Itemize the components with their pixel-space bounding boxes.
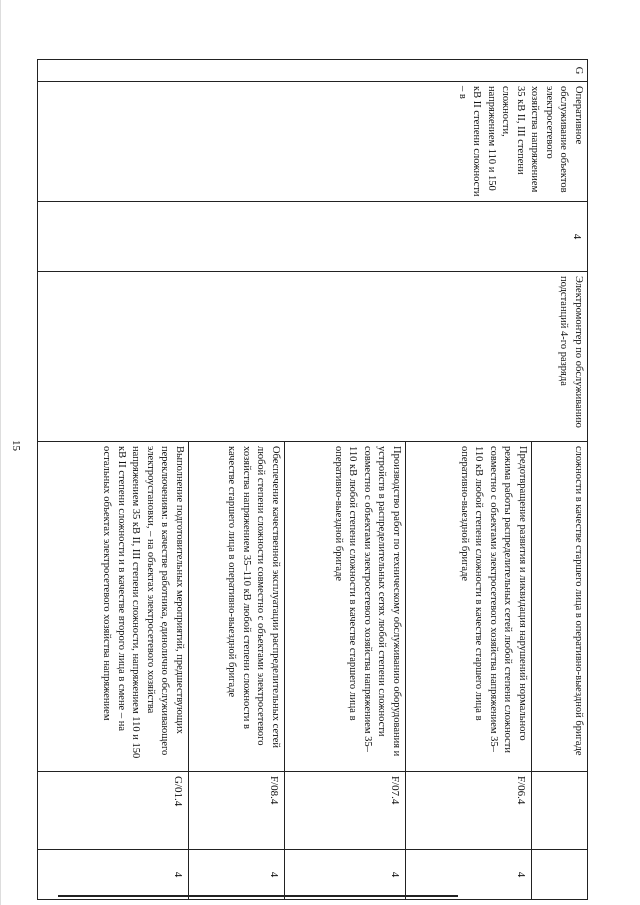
labor-function-name: Производство работ по техническому обслуживанию оборудования и устройств в распределительных сетях любой степени сложности совместно с объектами электросетевого хозяйства напряжением 35–110 кВ любой степени сложности в качестве старшего лица в оперативно-выездной бригаде [285,442,406,772]
scan-artifact-line [58,895,458,897]
qualification-table [37,59,588,900]
labor-function-level: 4 [189,850,285,900]
scan-edge [0,0,1,905]
labor-function-level [532,850,588,900]
labor-function-level: 4 [406,850,532,900]
rotated-table-container [68,59,588,899]
page-number: 15 [10,440,22,451]
table-row [532,60,588,900]
labor-function-name: Предотвращение развития и ликвидация нарушений нормального режима работы распределительных сетей любой степени сложности совместно с объектами электросетевого хозяйства напряжением 35–110 кВ любой степени сложности в качестве старшего лица в оперативно-выездной бригаде [406,442,532,772]
generalized-function-code: G [38,60,588,82]
generalized-function-title: Оперативное обслуживание объектов электросетевого хозяйства напряжением 35 кВ II, III степени сложности, напряжением 110 и 150 кВ II степени сложности – в [38,82,588,202]
labor-function-code: G/01.4 [38,772,189,850]
labor-function-level: 4 [285,850,406,900]
labor-function-code [532,772,588,850]
job-title: Электромонтер по обслуживанию подстанций 4-го разряда [38,272,588,442]
labor-function-code: F/06.4 [406,772,532,850]
labor-function-level: 4 [38,850,189,900]
labor-function-name: Обеспечение качественной эксплуатации распределительных сетей любой степени сложности совместно с объектами электросетевого хозяйства напряжением 35–110 кВ любой степени сложности в качестве старшего лица в оперативно-выездной бригаде [189,442,285,772]
qualification-level: 4 [38,202,588,272]
labor-function-code: F/08.4 [189,772,285,850]
labor-function-name: сложности в качестве старшего лица в оперативно-выездной бригаде [532,442,588,772]
labor-function-code: F/07.4 [285,772,406,850]
labor-function-name: Выполнение подготовительных мероприятий, предшествующих переключениям: в качестве работника, единолично обслуживающего электроустановки, – на объектах электросетевого хозяйства напряжением 35 кВ II, III степени сложности, напряжением 110 и 150 кВ II степени сложности и в качестве второго лица в смене – на остальных объектах электросетевого хозяйства напряжением [38,442,189,772]
